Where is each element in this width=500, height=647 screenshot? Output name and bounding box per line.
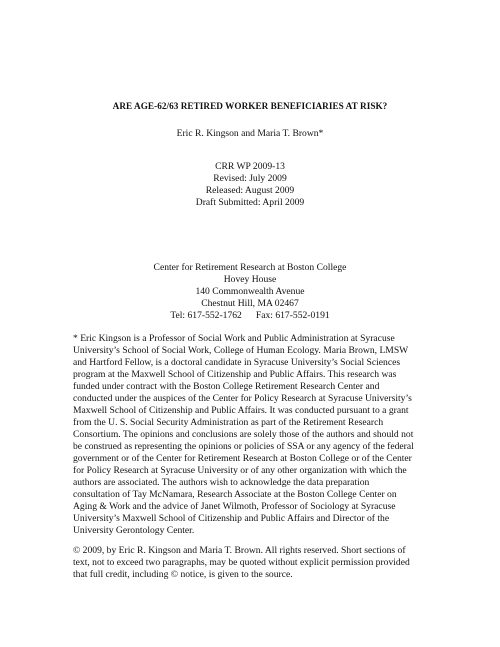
footnote-line: authors are associated. The authors wish to acknowledge the data preparation bbox=[73, 477, 370, 488]
draft-submitted-date: Draft Submitted: April 2009 bbox=[195, 197, 305, 208]
footnote-line: * Eric Kingson is a Professor of Social Work and Public Administration at Syracuse bbox=[73, 333, 395, 344]
footnote-line: government or of the Center for Retirement Research at Boston College or of the Center bbox=[73, 453, 412, 464]
footnote-line: Consortium. The opinions and conclusions are solely those of the authors and should not bbox=[73, 429, 414, 440]
footnote-line: University Gerontology Center. bbox=[73, 525, 195, 536]
contact-numbers bbox=[0, 310, 500, 322]
copyright-line: text, not to exceed two paragraphs, may be quoted without explicit permission provided bbox=[73, 557, 410, 568]
institution-address bbox=[0, 262, 500, 322]
footnote-line: University’s Maxwell School of Citizenship and Public Affairs and Director of the bbox=[73, 513, 390, 524]
footnote-line: program at the Maxwell School of Citizenship and Public Affairs. This research was bbox=[73, 369, 397, 380]
street-address: 140 Commonwealth Avenue bbox=[195, 286, 305, 297]
city-state-zip: Chestnut Hill, MA 02467 bbox=[201, 298, 299, 309]
footnote-line: funded under contract with the Boston College Retirement Research Center and bbox=[73, 381, 380, 392]
copyright-line: that full credit, including © notice, is given to the source. bbox=[73, 569, 293, 580]
organization-name: Center for Retirement Research at Boston College bbox=[153, 262, 347, 273]
released-date: Released: August 2009 bbox=[205, 185, 295, 196]
telephone-number: Tel: 617-552-1762 bbox=[170, 310, 242, 321]
footnote-line: University’s School of Social Work, College of Human Ecology. Maria Brown, LMSW bbox=[73, 345, 409, 356]
author-line: Eric R. Kingson and Maria T. Brown* bbox=[176, 128, 324, 139]
footnote-line: Aging & Work and the advice of Janet Wilmoth, Professor of Sociology at Syracuse bbox=[73, 501, 396, 512]
copyright-notice bbox=[73, 545, 429, 581]
footnote-line: conducted under the auspices of the Center for Policy Research at Syracuse University’s bbox=[73, 393, 412, 404]
paper-metadata bbox=[0, 161, 500, 209]
footnote-line: and Hartford Fellow, is a doctoral candidate in Syracuse University’s Social Sciences bbox=[73, 357, 401, 368]
fax-number: Fax: 617-552-0191 bbox=[255, 310, 330, 321]
building-name: Hovey House bbox=[223, 274, 277, 285]
author-footnote bbox=[73, 333, 429, 537]
footnote-line: from the U. S. Social Security Administration as part of the Retirement Research bbox=[73, 417, 384, 428]
footnote-line: Maxwell School of Citizenship and Public Affairs. It was conducted pursuant to a grant bbox=[73, 405, 409, 416]
working-paper-number: CRR WP 2009-13 bbox=[215, 161, 285, 172]
revised-date: Revised: July 2009 bbox=[213, 173, 287, 184]
copyright-line: © 2009, by Eric R. Kingson and Maria T. Brown. All rights reserved. Short sections of bbox=[73, 545, 406, 556]
footnote-line: be construed as representing the opinions or policies of SSA or any agency of the federal bbox=[73, 441, 414, 452]
footnote-line: for Policy Research at Syracuse University or of any other organization with which the bbox=[73, 465, 407, 476]
paper-title: ARE AGE-62/63 RETIRED WORKER BENEFICIARIES AT RISK? bbox=[112, 101, 388, 111]
footnote-line: consultation of Tay McNamara, Research Associate at the Boston College Center on bbox=[73, 489, 397, 500]
